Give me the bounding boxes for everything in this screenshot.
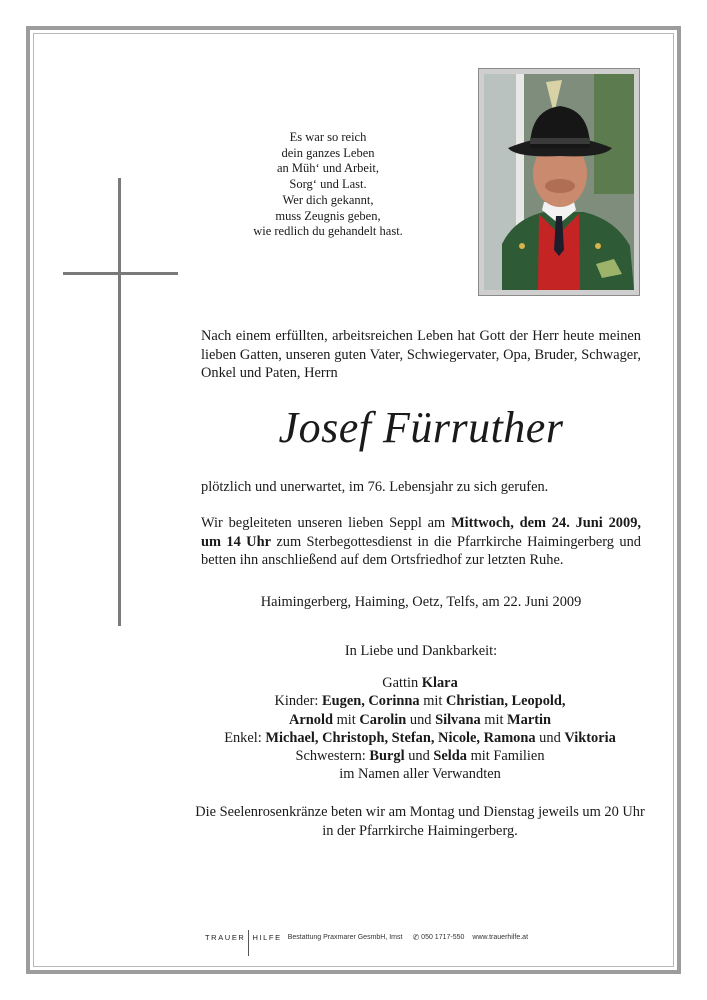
- phone-number: 050 1717-550: [421, 933, 465, 941]
- family-connector: und: [535, 729, 565, 746]
- funeral-date-time: Mittwoch, dem 24. Juni 2009, um 14 Uhr: [201, 515, 641, 550]
- family-line-children: [190, 692, 650, 710]
- family-line-sisters: [190, 747, 650, 765]
- family-member: Burgl: [369, 748, 405, 765]
- portrait-photo-frame: [478, 68, 640, 296]
- family-label: Schwestern:: [295, 748, 370, 765]
- funeral-text-part1: Wir begleiteten unseren lieben Seppl am: [201, 515, 452, 531]
- family-list: [190, 674, 650, 784]
- family-member: Christian, Leopold,: [445, 693, 566, 710]
- family-connector: und: [404, 748, 434, 765]
- poem-line: wie redlich du gehandelt hast.: [253, 224, 403, 239]
- family-connector: und: [406, 711, 436, 728]
- trauerhilfe-logo: [205, 924, 282, 950]
- poem: [218, 130, 438, 240]
- family-connector: mit Familien: [466, 748, 545, 765]
- death-note: plötzlich und unerwartet, im 76. Lebensjahr zu sich gerufen.: [201, 479, 549, 495]
- family-label: Gattin: [382, 675, 422, 691]
- family-member: Silvana: [435, 711, 481, 728]
- intro-text: Nach einem erfüllten, arbeitsreichen Leben hat Gott der Herr heute meinen lieben Gatten, unseren guten Vater, Schwiegervater, Opa, Bruder, Schwager, Onkel und Paten, Herrn: [201, 328, 641, 381]
- family-member: Klara: [421, 675, 458, 691]
- family-member: Carolin: [359, 711, 407, 728]
- rosary-note: Die Seelenrosenkränze beten wir am Montag und Dienstag jeweils um 20 Uhr in der Pfarrkirche Haimingerberg.: [195, 804, 645, 839]
- logo-cross-mark: [248, 930, 249, 956]
- poem-line: Sorg‘ und Last.: [289, 177, 367, 192]
- family-member: Viktoria: [564, 729, 616, 746]
- footer: [205, 931, 528, 943]
- cross-vertical-bar: [118, 178, 121, 626]
- place-date: Haimingerberg, Haiming, Oetz, Telfs, am 22. Juni 2009: [260, 594, 582, 610]
- portrait-photo: [484, 74, 634, 290]
- family-line-wife: [190, 674, 650, 692]
- cross-horizontal-bar: [63, 272, 178, 275]
- family-member: Martin: [507, 711, 552, 728]
- family-member: Selda: [433, 748, 467, 765]
- phone-icon: ✆: [412, 932, 420, 942]
- family-connector: mit: [419, 693, 446, 710]
- family-line-relatives: im Namen aller Verwandten: [339, 766, 501, 783]
- logo-text-right: HILFE: [252, 932, 282, 942]
- family-line-children-2: [190, 711, 650, 729]
- gratitude-line: In Liebe und Dankbarkeit:: [344, 643, 498, 659]
- poem-line: dein ganzes Leben: [281, 145, 375, 160]
- family-label: Kinder:: [274, 693, 323, 710]
- family-label: Enkel:: [224, 729, 266, 746]
- family-connector: mit: [332, 711, 360, 728]
- funeral-text-part2: zum Sterbegottesdienst in die Pfarrkirche Haimingerberg und betten ihn anschließend auf dem Ortsfriedhof zur letzten Ruhe.: [201, 533, 641, 568]
- poem-line: Es war so reich: [289, 130, 367, 144]
- deceased-name: Josef Fürruther: [278, 403, 564, 452]
- family-member: Michael, Christoph, Stefan, Nicole, Ramona: [265, 729, 536, 746]
- website-link[interactable]: www.trauerhilfe.at: [472, 933, 529, 941]
- logo-text-left: TRAUER: [205, 932, 246, 942]
- family-member: Arnold: [288, 711, 333, 728]
- family-line-grandchildren: [190, 729, 650, 747]
- poem-line: muss Zeugnis geben,: [275, 208, 381, 223]
- family-connector: mit: [480, 711, 508, 728]
- family-member: Eugen, Corinna: [322, 693, 420, 710]
- funeral-text: [201, 514, 641, 570]
- company-name: Bestattung Praxmarer GesmbH, Imst: [287, 933, 403, 941]
- poem-line: Wer dich gekannt,: [282, 192, 374, 207]
- poem-line: an Müh‘ und Arbeit,: [276, 161, 380, 176]
